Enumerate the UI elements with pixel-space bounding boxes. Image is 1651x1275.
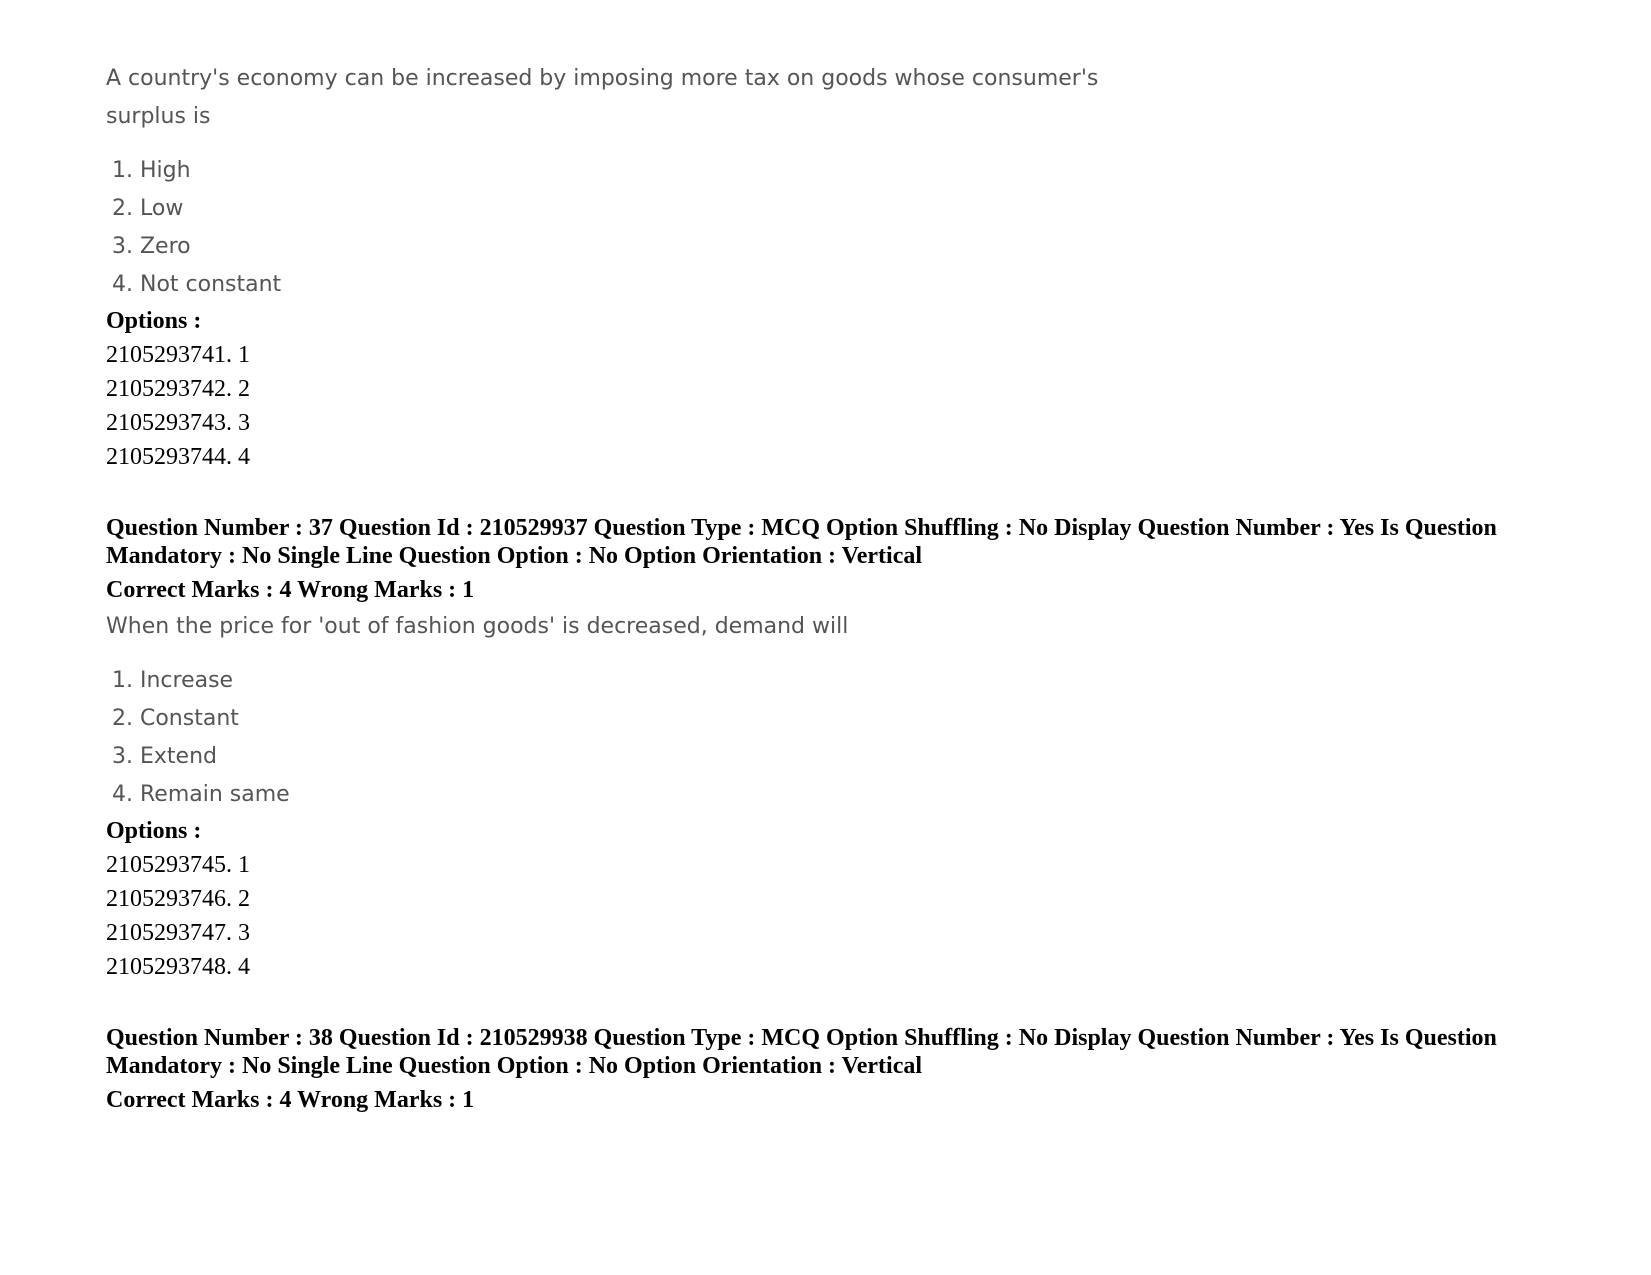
options-label: Options : bbox=[106, 308, 202, 334]
answer-choice: 2. Constant bbox=[112, 706, 239, 731]
question-36-block bbox=[106, 60, 1586, 474]
answer-choice: 2. Low bbox=[112, 196, 184, 221]
question-marks: Correct Marks : 4 Wrong Marks : 1 bbox=[106, 577, 475, 603]
option-id-list bbox=[106, 338, 1586, 474]
answer-choices bbox=[106, 152, 1586, 304]
option-id: 2105293744. 4 bbox=[106, 444, 250, 470]
document-page bbox=[106, 60, 1586, 1114]
option-id: 2105293748. 4 bbox=[106, 954, 250, 980]
answer-choice: 3. Extend bbox=[112, 744, 217, 769]
option-id: 2105293747. 3 bbox=[106, 920, 250, 946]
question-37-block bbox=[106, 514, 1586, 984]
answer-choice: 1. Increase bbox=[112, 668, 234, 693]
answer-choice: 3. Zero bbox=[112, 234, 191, 259]
answer-choice: 1. High bbox=[112, 158, 191, 183]
options-label: Options : bbox=[106, 818, 202, 844]
question-text: A country's economy can be increased by imposing more tax on goods whose consumer's surplus is bbox=[106, 66, 1099, 129]
option-id: 2105293746. 2 bbox=[106, 886, 250, 912]
question-text: When the price for 'out of fashion goods' is decreased, demand will bbox=[106, 614, 849, 639]
option-id: 2105293745. 1 bbox=[106, 852, 250, 878]
question-marks: Correct Marks : 4 Wrong Marks : 1 bbox=[106, 1087, 475, 1113]
option-id: 2105293743. 3 bbox=[106, 410, 250, 436]
answer-choice: 4. Not constant bbox=[112, 272, 282, 297]
option-id: 2105293742. 2 bbox=[106, 376, 250, 402]
answer-choice: 4. Remain same bbox=[112, 782, 290, 807]
question-38-block bbox=[106, 1024, 1586, 1114]
option-id-list bbox=[106, 848, 1586, 984]
question-metadata: Question Number : 37 Question Id : 210529937 Question Type : MCQ Option Shuffling : No Display Question Number : Yes Is Question Mandatory : No Single Line Question Option : No Option Orientation : Vertical bbox=[106, 515, 1497, 569]
option-id: 2105293741. 1 bbox=[106, 342, 250, 368]
answer-choices bbox=[106, 662, 1586, 814]
question-metadata: Question Number : 38 Question Id : 210529938 Question Type : MCQ Option Shuffling : No Display Question Number : Yes Is Question Mandatory : No Single Line Question Option : No Option Orientation : Vertical bbox=[106, 1025, 1497, 1079]
